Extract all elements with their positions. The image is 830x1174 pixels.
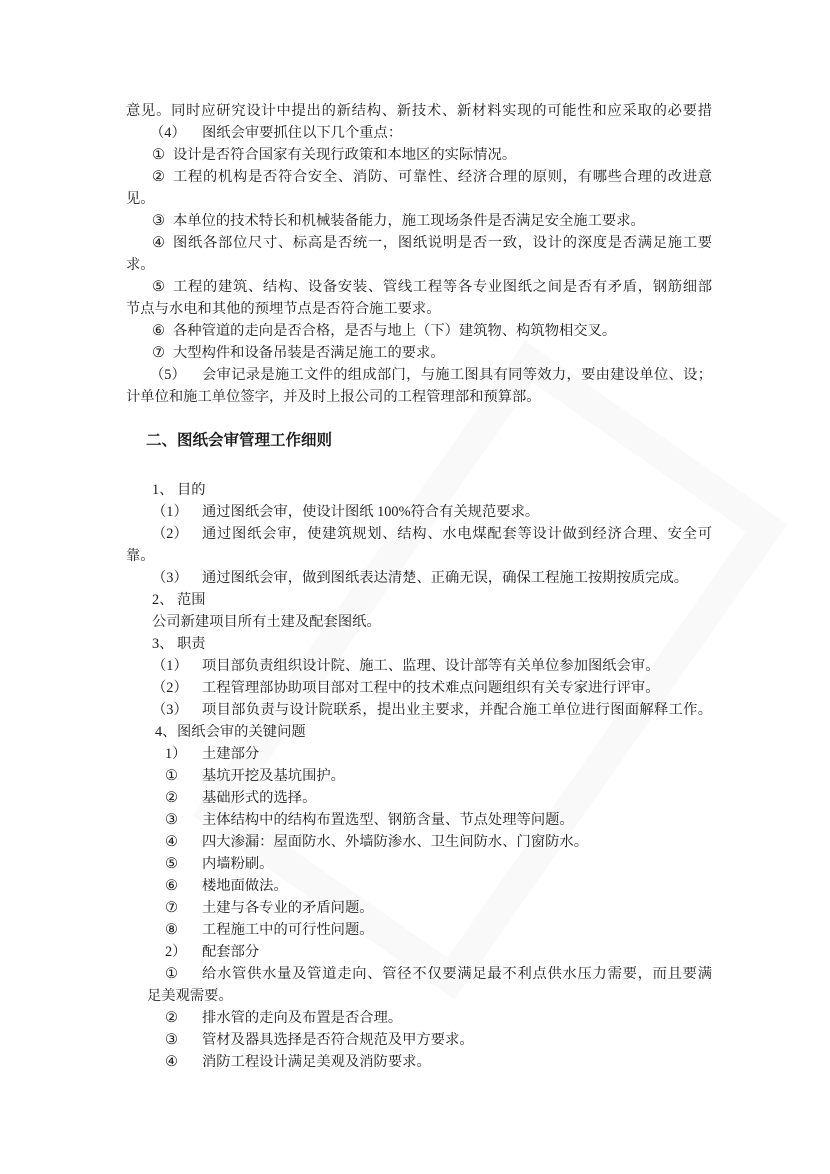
list-text: 工程的建筑、结构、设备安装、管线工程等各专业图纸之间是否有矛盾，钢筋细部 <box>173 279 712 295</box>
subsection-title: 土建部分 <box>202 746 260 762</box>
list-text: 基坑开挖及基坑围护。 <box>202 768 345 784</box>
list-text: 各种管道的走向是否合格，是否与地上（下）建筑物、构筑物相交叉。 <box>173 323 617 339</box>
list-text: 工程施工中的可行性问题。 <box>202 922 374 938</box>
list-text: 给水管供水量及管道走向、管径不仅要满足最不利点供水压力需要，而且要满 <box>202 966 712 982</box>
list-text: 大型构件和设备吊装是否满足施工的要求。 <box>173 345 445 361</box>
list-text: 会审记录是施工文件的组成部门，与施工图具有同等效力，要由建设单位、设； <box>202 367 712 383</box>
list-marker: ⑥ <box>165 878 178 894</box>
list-marker: ① <box>165 966 178 982</box>
list-text-continued: 计单位和施工单位签字，并及时上报公司的工程管理部和预算部。 <box>126 389 541 405</box>
list-marker: ⑦ <box>152 345 165 361</box>
list-text: 楼地面做法。 <box>202 878 288 894</box>
list-marker: （3） <box>152 702 188 718</box>
list-marker: （2） <box>152 680 188 696</box>
list-text: 四大渗漏：屋面防水、外墙防渗水、卫生间防水、门窗防水。 <box>202 834 589 850</box>
list-text: 基础形式的选择。 <box>202 790 317 806</box>
list-text-continued: 靠。 <box>126 548 155 564</box>
subsection-title: 图纸会审的关键问题 <box>177 724 306 740</box>
list-marker: ② <box>165 790 178 806</box>
list-marker: ④ <box>165 1054 178 1070</box>
list-marker: ⑦ <box>165 900 178 916</box>
list-marker: 3、 <box>152 636 174 652</box>
list-marker: （1） <box>152 658 188 674</box>
list-text: 土建与各专业的矛盾问题。 <box>202 900 374 916</box>
subsection-title: 职责 <box>177 636 206 652</box>
paragraph-line: 意见。同时应研究设计中提出的新结构、新技术、新材料实现的可能性和应采取的必要措 <box>126 103 712 119</box>
list-marker: ③ <box>165 812 178 828</box>
list-marker: ⑤ <box>152 279 165 295</box>
list-text: 图纸会审要抓住以下几个重点： <box>202 125 403 141</box>
list-text-continued: 求。 <box>126 257 155 273</box>
section-heading: 二、图纸会审管理工作细则 <box>146 431 333 449</box>
list-text: 排水管的走向及布置是否合理。 <box>202 1010 403 1026</box>
paragraph-line: 公司新建项目所有土建及配套图纸。 <box>152 614 381 630</box>
list-marker: ② <box>165 1010 178 1026</box>
list-marker: （1） <box>152 504 188 520</box>
list-marker: 4、 <box>155 724 177 740</box>
list-marker: 2、 <box>152 592 174 608</box>
list-marker: ④ <box>165 834 178 850</box>
list-text-continued: 节点与水电和其他的预埋节点是否符合施工要求。 <box>126 301 441 317</box>
list-text: 图纸各部位尺寸、标高是否统一，图纸说明是否一致，设计的深度是否满足施工要 <box>173 235 712 251</box>
list-text: 通过图纸会审，使建筑规划、结构、水电煤配套等设计做到经济合理、安全可 <box>202 526 712 542</box>
list-marker: （5） <box>150 367 186 383</box>
list-marker: ① <box>165 768 178 784</box>
list-marker: ⑧ <box>165 922 178 938</box>
list-text: 项目部负责组织设计院、施工、监理、设计部等有关单位参加图纸会审。 <box>202 658 660 674</box>
list-text: 消防工程设计满足美观及消防要求。 <box>202 1054 431 1070</box>
list-marker: ⑤ <box>165 856 178 872</box>
list-text: 主体结构中的结构布置选型、钢筋含量、节点处理等问题。 <box>202 812 574 828</box>
list-marker: （2） <box>152 526 188 542</box>
subsection-title: 目的 <box>177 482 206 498</box>
list-text: 通过图纸会审，使设计图纸 100%符合有关规范要求。 <box>202 504 540 520</box>
list-marker: ① <box>152 147 165 163</box>
subsection-title: 配套部分 <box>202 944 260 960</box>
list-text-continued: 见。 <box>126 191 155 207</box>
list-text: 工程管理部协助项目部对工程中的技术难点问题组织有关专家进行评审。 <box>202 680 660 696</box>
subsection-title: 范围 <box>177 592 206 608</box>
list-text: 通过图纸会审，做到图纸表达清楚、正确无误，确保工程施工按期按质完成。 <box>202 570 689 586</box>
list-marker: ② <box>152 169 165 185</box>
list-text: 本单位的技术特长和机械装备能力，施工现场条件是否满足安全施工要求。 <box>173 213 645 229</box>
list-text-continued: 足美观需要。 <box>147 988 233 1004</box>
list-marker: ③ <box>165 1032 178 1048</box>
list-marker: ⑥ <box>152 323 165 339</box>
list-marker: （4） <box>150 125 186 141</box>
list-text: 设计是否符合国家有关现行政策和本地区的实际情况。 <box>173 147 517 163</box>
list-marker: 1、 <box>152 482 174 498</box>
list-text: 管材及器具选择是否符合规范及甲方要求。 <box>202 1032 474 1048</box>
list-marker: ③ <box>152 213 165 229</box>
list-marker: 2） <box>165 944 187 960</box>
list-marker: （3） <box>152 570 188 586</box>
list-text: 项目部负责与设计院联系，提出业主要求，并配合施工单位进行图面解释工作。 <box>202 702 712 718</box>
list-text: 内墙粉刷。 <box>202 856 274 872</box>
list-text: 工程的机构是否符合安全、消防、可靠性、经济合理的原则，有哪些合理的改进意 <box>173 169 712 185</box>
list-marker: ④ <box>152 235 165 251</box>
list-marker: 1） <box>165 746 187 762</box>
